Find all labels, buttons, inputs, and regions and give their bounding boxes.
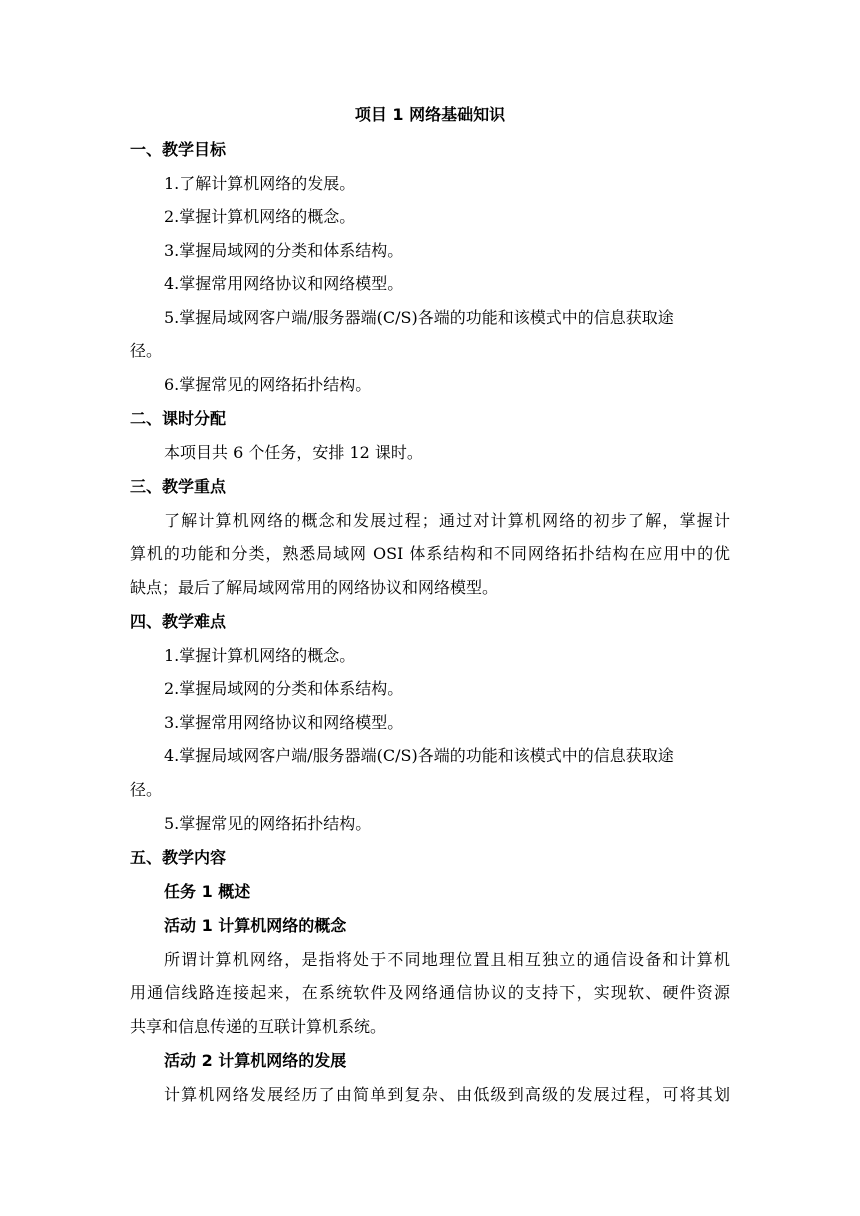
page-title: 项目 1 网络基础知识 <box>354 105 506 124</box>
hours-text: 本项目共 6 个任务，安排 12 课时。 <box>164 443 423 462</box>
difficulty-item: 2.掌握局域网的分类和体系结构。 <box>164 679 404 698</box>
activity-heading: 活动 1 计算机网络的概念 <box>164 916 347 935</box>
activity2-paragraph-line: 计算机网络发展经历了由简单到复杂、由低级到高级的发展过程，可将其划 <box>164 1085 730 1104</box>
activity1-paragraph-line: 所谓计算机网络，是指将处于不同地理位置且相互独立的通信设备和计算机 <box>164 950 730 969</box>
difficulty-item: 4.掌握局域网客户端/服务器端(C/S)各端的功能和该模式中的信息获取途 <box>164 746 674 765</box>
section-heading-hours: 二、课时分配 <box>130 409 227 428</box>
objective-item: 1.了解计算机网络的发展。 <box>164 174 356 193</box>
difficulty-item-continuation: 径。 <box>130 780 163 799</box>
objective-item: 2.掌握计算机网络的概念。 <box>164 207 356 226</box>
activity1-paragraph-line: 共享和信息传递的互联计算机系统。 <box>130 1017 387 1036</box>
objective-item: 6.掌握常见的网络拓扑结构。 <box>164 375 372 394</box>
activity-heading: 活动 2 计算机网络的发展 <box>164 1051 347 1070</box>
objective-item-continuation: 径。 <box>130 341 163 360</box>
section-heading-difficulties: 四、教学难点 <box>130 612 227 631</box>
section-heading-content: 五、教学内容 <box>130 848 227 867</box>
key-points-paragraph-line: 算机的功能和分类，熟悉局域网 OSI 体系结构和不同网络拓扑结构在应用中的优 <box>130 544 730 563</box>
task-heading: 任务 1 概述 <box>164 882 251 901</box>
difficulty-item: 3.掌握常用网络协议和网络模型。 <box>164 713 404 732</box>
key-points-paragraph-line: 了解计算机网络的概念和发展过程；通过对计算机网络的初步了解，掌握计 <box>164 511 730 530</box>
objective-item: 3.掌握局域网的分类和体系结构。 <box>164 241 404 260</box>
section-heading-objectives: 一、教学目标 <box>130 140 227 159</box>
key-points-paragraph-line: 缺点；最后了解局域网常用的网络协议和网络模型。 <box>130 578 499 597</box>
activity1-paragraph-line: 用通信线路连接起来，在系统软件及网络通信协议的支持下，实现软、硬件资源 <box>130 983 730 1002</box>
objective-item: 4.掌握常用网络协议和网络模型。 <box>164 274 404 293</box>
difficulty-item: 5.掌握常见的网络拓扑结构。 <box>164 814 372 833</box>
section-heading-key-points: 三、教学重点 <box>130 477 227 496</box>
difficulty-item: 1.掌握计算机网络的概念。 <box>164 646 356 665</box>
objective-item: 5.掌握局域网客户端/服务器端(C/S)各端的功能和该模式中的信息获取途 <box>164 308 674 327</box>
